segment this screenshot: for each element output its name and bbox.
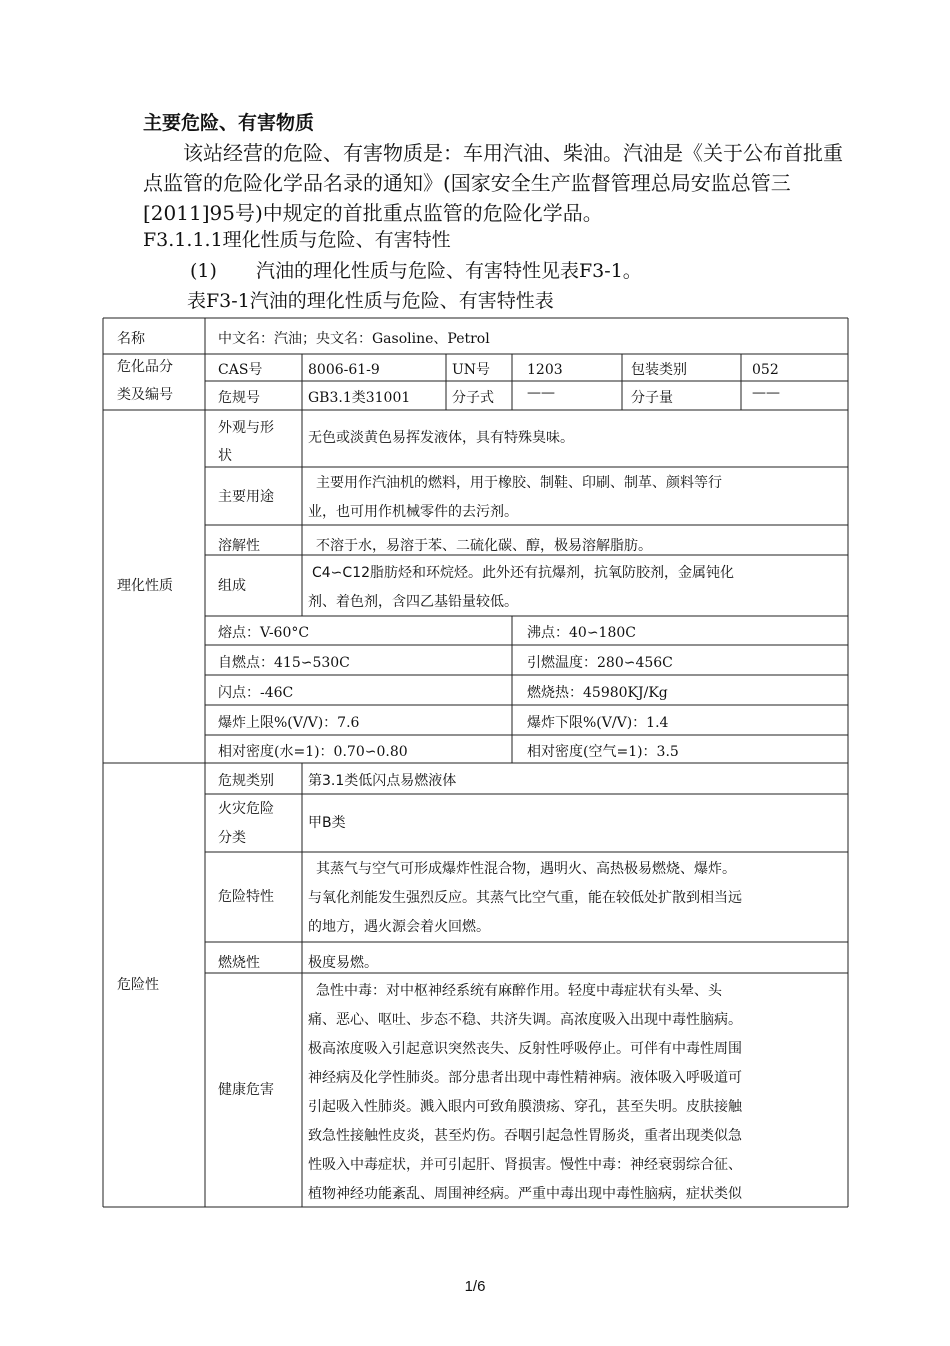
use-value-2: 业，也可用作机械零件的去污剂。 bbox=[308, 504, 518, 520]
boiling-point: 沸点：40∽180C bbox=[527, 625, 636, 641]
name-value: 中文名：汽油；央文名：Gasoline、Petrol bbox=[218, 331, 490, 347]
hazard-class-label: 危规类别 bbox=[218, 773, 274, 789]
health-line: 极高浓度吸入引起意识突然丧失、反射性呼吸停止。可伴有中毒性周围 bbox=[308, 1041, 742, 1057]
danger-label: 危险特性 bbox=[218, 889, 274, 905]
health-line: 痛、恶心、呕吐、步态不稳、共济失调。高浓度吸入出现中毒性脑病。 bbox=[308, 1012, 742, 1028]
weight-label: 分子量 bbox=[631, 390, 673, 406]
cas-label: CAS号 bbox=[218, 362, 263, 378]
appearance-label-2: 状 bbox=[218, 448, 232, 464]
solubility-value: 不溶于水，易溶于苯、二硫化碳、醇，极易溶解脂肪。 bbox=[316, 538, 652, 554]
subsection-heading: F3.1.1.1理化性质与危险、有害特性 bbox=[143, 229, 451, 251]
combustion-heat: 燃烧热：45980KJ/Kg bbox=[527, 685, 668, 701]
solubility-label: 溶解性 bbox=[218, 538, 260, 554]
danger-value-1: 其蒸气与空气可形成爆炸性混合物，遇明火、高热极易燃烧、爆炸。 bbox=[316, 861, 736, 877]
composition-value-2: 剂、着色剂，含四乙基铅量较低。 bbox=[308, 594, 518, 610]
page-number: 1/6 bbox=[464, 1278, 486, 1295]
health-line: 引起吸入性肺炎。溅入眼内可致角膜溃疡、穿孔，甚至失明。皮肤接触 bbox=[308, 1099, 742, 1115]
section-title: 主要危险、有害物质 bbox=[143, 112, 315, 134]
use-label: 主要用途 bbox=[218, 489, 274, 505]
classification-label-2: 类及编号 bbox=[117, 387, 173, 403]
appearance-value: 无色或淡黄色易挥发液体，具有特殊臭味。 bbox=[308, 430, 574, 446]
health-line: 急性中毒：对中枢神经系统有麻醉作用。轻度中毒症状有头晕、头 bbox=[316, 983, 722, 999]
flash-point: 闪点：-46C bbox=[218, 685, 294, 701]
autoignition-point: 自燃点：415∽530C bbox=[218, 655, 350, 671]
health-line: 神经病及化学性肺炎。部分患者出现中毒性精神病。液体吸入呼吸道可 bbox=[308, 1070, 742, 1086]
formula-value: —— bbox=[527, 385, 555, 401]
reg-value: GB3.1类31001 bbox=[308, 390, 411, 406]
relative-density-water: 相对密度(水=1)：0.70∽0.80 bbox=[218, 744, 408, 760]
health-line: 致急性接触性皮炎，甚至灼伤。吞咽引起急性胃肠炎，重者出现类似急 bbox=[308, 1128, 742, 1144]
relative-density-air: 相对密度(空气=1)：3.5 bbox=[527, 744, 679, 760]
reg-label: 危规号 bbox=[218, 390, 260, 406]
physchem-label: 理化性质 bbox=[117, 578, 173, 594]
use-value-1: 主要用作汽油机的燃料，用于橡胶、制鞋、印刷、制革、颜料等行 bbox=[316, 475, 722, 491]
hazard-label: 危险性 bbox=[117, 977, 159, 993]
explosion-upper-limit: 爆炸上限%(V/V)：7.6 bbox=[218, 715, 360, 731]
composition-value-1: C4∽C12脂肪烃和环烷烃。此外还有抗爆剂，抗氧防胶剂，金属钝化 bbox=[312, 565, 735, 581]
health-label: 健康危害 bbox=[218, 1082, 274, 1098]
package-value: 052 bbox=[752, 362, 779, 378]
fire-class-label-2: 分类 bbox=[218, 830, 246, 846]
ignition-temperature: 引燃温度：280∽456C bbox=[527, 655, 673, 671]
fire-class-label-1: 火灾危险 bbox=[218, 801, 274, 817]
fire-class-value: 甲B类 bbox=[308, 815, 346, 831]
composition-label: 组成 bbox=[218, 578, 246, 594]
item-text: 汽油的理化性质与危险、有害特性见表F3-1。 bbox=[256, 260, 642, 282]
hazard-class-value: 第3.1类低闪点易燃液体 bbox=[308, 773, 457, 789]
health-line: 植物神经功能紊乱、周围神经病。严重中毒出现中毒性脑病，症状类似 bbox=[308, 1186, 742, 1202]
danger-value-2: 与氧化剂能发生强烈反应。其蒸气比空气重，能在较低处扩散到相当远 bbox=[308, 890, 742, 906]
name-label: 名称 bbox=[117, 331, 145, 347]
package-label: 包装类别 bbox=[631, 362, 687, 378]
item-number: (1) bbox=[190, 260, 217, 282]
un-label: UN号 bbox=[452, 362, 491, 378]
classification-label-1: 危化品分 bbox=[117, 359, 173, 375]
melting-point: 熔点：V-60°C bbox=[218, 625, 310, 641]
health-line: 性吸入中毒症状，并可引起肝、肾损害。慢性中毒：神经衰弱综合征、 bbox=[308, 1157, 742, 1173]
danger-value-3: 的地方，遇火源会着火回燃。 bbox=[308, 919, 490, 935]
table-caption: 表F3-1汽油的理化性质与危险、有害特性表 bbox=[187, 290, 554, 312]
appearance-label-1: 外观与形 bbox=[218, 420, 274, 436]
formula-label: 分子式 bbox=[452, 390, 494, 406]
weight-value: —— bbox=[752, 385, 780, 401]
cas-value: 8006-61-9 bbox=[308, 362, 380, 378]
explosion-lower-limit: 爆炸下限%(V/V)：1.4 bbox=[527, 715, 669, 731]
flammability-value: 极度易燃。 bbox=[308, 955, 378, 971]
un-value: 1203 bbox=[527, 362, 563, 378]
flammability-label: 燃烧性 bbox=[218, 955, 260, 971]
intro-paragraph: 该站经营的危险、有害物质是：车用汽油、柴油。汽油是《关于公布首批重点监管的危险化学品名录的通知》(国家安全生产监督管理总局安监总管三[2011]95号)中规定的首批重点监管的危险化学品。 bbox=[143, 141, 843, 225]
